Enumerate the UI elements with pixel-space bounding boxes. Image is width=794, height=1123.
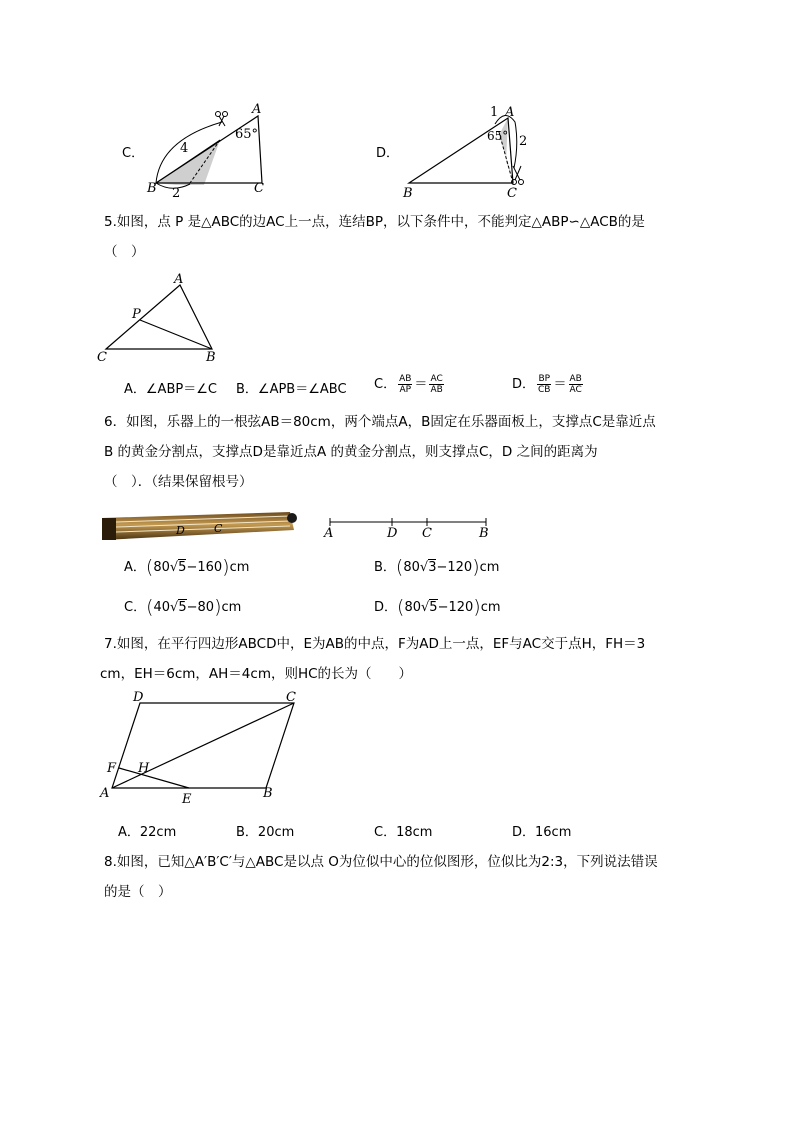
q4c-angle: 65° bbox=[235, 127, 259, 142]
q6-label-B: B bbox=[479, 526, 489, 541]
q6-option-b: B．(80√3−120)cm bbox=[374, 556, 500, 578]
q6-label-C: C bbox=[422, 526, 432, 541]
q5-label-B: B bbox=[206, 350, 216, 365]
q6-option-c: C．(40√5−80)cm bbox=[124, 596, 242, 618]
q5-label-C: C bbox=[97, 350, 107, 365]
q5-option-c: C． $\frac{AB}{AP}$ ＝ $\frac{AC}{AB}$ bbox=[374, 374, 443, 395]
q6-stem-line2: B 的黄金分割点，支撑点D是靠近点A 的黄金分割点，则支撑点C，D 之间的距离为 bbox=[104, 444, 598, 460]
q6-segment-figure bbox=[320, 512, 495, 542]
q4-option-d-figure bbox=[395, 100, 535, 200]
q4c-label-C: C bbox=[254, 181, 264, 196]
q7-label-D: D bbox=[133, 690, 144, 705]
q4-option-c-label: C． bbox=[122, 146, 145, 161]
q6-label-D: D bbox=[387, 526, 398, 541]
q4c-label-B: B bbox=[147, 181, 157, 196]
q4c-side-4: 4 bbox=[180, 141, 189, 156]
q4d-mark-1: 1 bbox=[490, 105, 499, 120]
q4d-label-A: A bbox=[505, 105, 515, 120]
q6-stem-line1: 6．如图，乐器上的一根弦AB＝80cm，两个端点A，B固定在乐器面板上，支撑点C是靠近点 bbox=[104, 414, 656, 430]
q7-option-a: A．22cm bbox=[118, 825, 177, 840]
photo-label-C: C bbox=[214, 522, 223, 535]
q5-option-a: A．∠ABP＝∠C bbox=[124, 382, 217, 397]
q7-option-c: C．18cm bbox=[374, 825, 433, 840]
q4d-mark-2: 2 bbox=[519, 134, 528, 149]
q5-stem-line2: （ ） bbox=[104, 244, 145, 260]
q4d-label-C: C bbox=[507, 186, 517, 200]
q4d-angle: 65° bbox=[487, 129, 509, 143]
q5-option-b: B．∠APB＝∠ABC bbox=[236, 382, 347, 397]
q5-figure bbox=[92, 268, 232, 370]
q6-label-A: A bbox=[324, 526, 334, 541]
q4-option-d-label: D． bbox=[376, 146, 400, 161]
q4d-label-B: B bbox=[403, 186, 413, 200]
photo-label-D: D bbox=[176, 524, 185, 537]
q7-option-d: D．16cm bbox=[512, 825, 572, 840]
q7-label-A: A bbox=[100, 786, 110, 801]
q7-stem-line2: cm，EH＝6cm，AH＝4cm，则HC的长为（ ） bbox=[100, 666, 413, 682]
q7-option-b: B．20cm bbox=[236, 825, 295, 840]
q6-option-d: D．(80√5−120)cm bbox=[374, 596, 501, 618]
q4c-label-A: A bbox=[252, 102, 262, 117]
q5-option-d: D． $\frac{BP}{CB}$ ＝ $\frac{AB}{AC}$ bbox=[512, 374, 582, 395]
q5-stem-line1: 5.如图，点 P 是△ABC的边AC上一点，连结BP，以下条件中，不能判定△ABP∽△ACB的是 bbox=[104, 214, 645, 230]
q7-label-C: C bbox=[286, 690, 296, 705]
q5-label-P: P bbox=[132, 307, 141, 322]
q7-label-E: E bbox=[182, 792, 192, 807]
q8-stem-line2: 的是（ ） bbox=[104, 884, 172, 900]
q7-label-F: F bbox=[107, 761, 117, 776]
q4c-side-2: 2 bbox=[172, 186, 181, 200]
instrument-photo bbox=[100, 506, 310, 544]
q7-figure bbox=[96, 690, 310, 810]
q8-stem-line1: 8.如图，已知△A′B′C′与△ABC是以点 O为位似中心的位似图形，位似比为2:3，下列说法错误 bbox=[104, 854, 658, 870]
q6-option-a: A．(80√5−160)cm bbox=[124, 556, 250, 578]
q7-label-H: H bbox=[138, 761, 150, 776]
q7-label-B: B bbox=[263, 786, 273, 801]
q7-stem-line1: 7.如图，在平行四边形ABCD中，E为AB的中点，F为AD上一点，EF与AC交于点H，FH＝3 bbox=[104, 636, 646, 652]
q5-label-A: A bbox=[174, 272, 184, 287]
q4-option-c-figure bbox=[140, 100, 270, 200]
q6-stem-line3: （ ）．（结果保留根号） bbox=[104, 474, 253, 490]
